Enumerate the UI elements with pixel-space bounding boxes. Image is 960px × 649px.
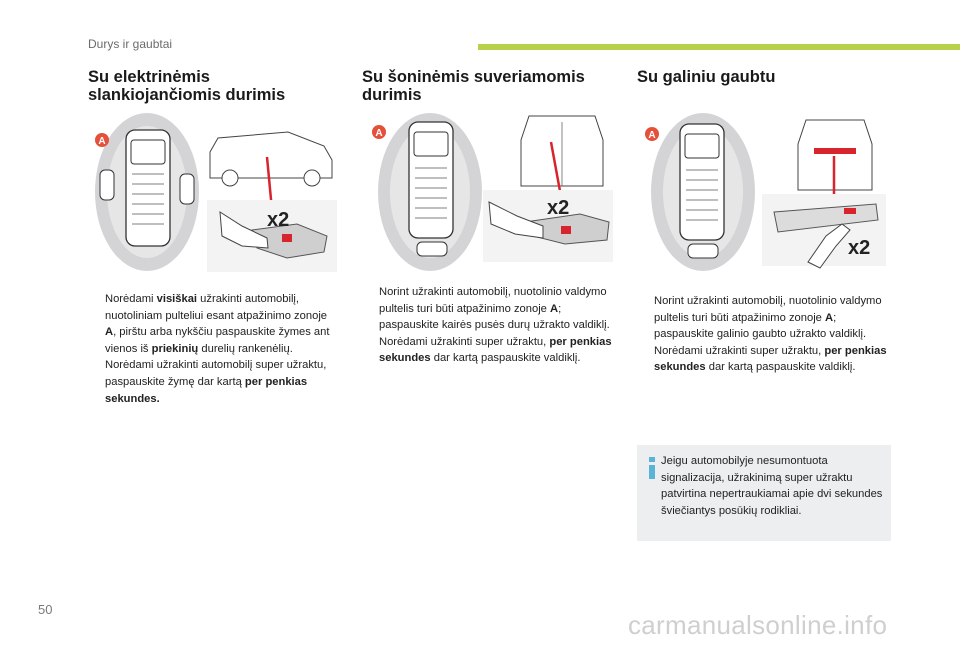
- instruction-list: [88, 291, 336, 407]
- item-text: Norint užrakinti automobilį, nuotolinio valdymo pultelis turi būti atpažinimo zonoje A; paspauskite kairės pusės durų užrakto valdiklį.: [379, 286, 610, 332]
- hinged-door-illustration: [365, 112, 615, 277]
- item-text: Norėdami užrakinti super užraktu, per penkias sekundes dar kartą paspauskite valdiklį.: [654, 344, 887, 374]
- zone-badge-label: A: [648, 130, 656, 141]
- key-fob-icon: [688, 244, 718, 258]
- press-twice-label: x2: [267, 209, 290, 231]
- list-item: [88, 357, 336, 407]
- key-fob-icon: [417, 242, 447, 256]
- column-sliding-doors: [88, 68, 340, 104]
- column-title: Su galiniu gaubtu: [637, 68, 776, 86]
- van-top-view: [409, 122, 453, 238]
- info-icon: [646, 457, 658, 479]
- column-tailgate: [637, 68, 889, 86]
- instruction-list: [637, 293, 889, 376]
- press-twice-label: x2: [848, 237, 871, 259]
- list-item: [88, 291, 336, 357]
- list-item: [362, 334, 612, 367]
- page-number: 50: [38, 602, 53, 617]
- watermark: carmanualsonline.info: [628, 610, 888, 640]
- zone-badge-label: A: [98, 136, 106, 147]
- item-text: Norint užrakinti automobilį, nuotolinio valdymo pultelis turi būti atpažinimo zonoje A; paspauskite galinio gaubto užrakto valdiklį.: [654, 295, 882, 341]
- section-header: Durys ir gaubtai: [88, 37, 173, 51]
- item-text: Norėdami užrakinti super užraktu, per penkias sekundes dar kartą paspauskite valdiklį.: [379, 335, 612, 365]
- press-twice-label: x2: [547, 197, 570, 219]
- key-fob-icon: [180, 174, 194, 204]
- list-item: [637, 343, 889, 376]
- info-note-text: Jeigu automobilyje nesumontuota signalizacija, užrakinimą super užraktu patvirtina nepertraukiamai apie dvi sekundes šviečiantys posūkių rodikliai.: [661, 455, 883, 517]
- list-item: [362, 284, 612, 334]
- column-hinged-doors: [362, 68, 614, 104]
- list-item: [637, 293, 889, 343]
- item-text: Norėdami užrakinti automobilį super užraktu, paspauskite žymę dar kartą per penkias sekundes.: [105, 359, 327, 405]
- header-accent-bar: [478, 44, 960, 50]
- instruction-list: [362, 284, 612, 367]
- item-text: Norėdami visiškai užrakinti automobilį, nuotoliniam pulteliui esant atpažinimo zonoje A, pirštu arba nykščiu paspauskite žymes ant vienos iš priekinių durelių rankenėlių.: [105, 293, 330, 355]
- sliding-door-illustration: [92, 112, 342, 277]
- key-fob-icon: [100, 170, 114, 200]
- van-top-view: [680, 124, 724, 240]
- van-top-view: [126, 130, 170, 246]
- info-note: [637, 445, 891, 541]
- column-title: Su šoninėmis suveriamomis durimis: [362, 68, 585, 104]
- zone-badge-label: A: [375, 128, 383, 139]
- tailgate-illustration: [638, 112, 888, 277]
- column-title: Su elektrinėmis slankiojančiomis durimis: [88, 68, 286, 104]
